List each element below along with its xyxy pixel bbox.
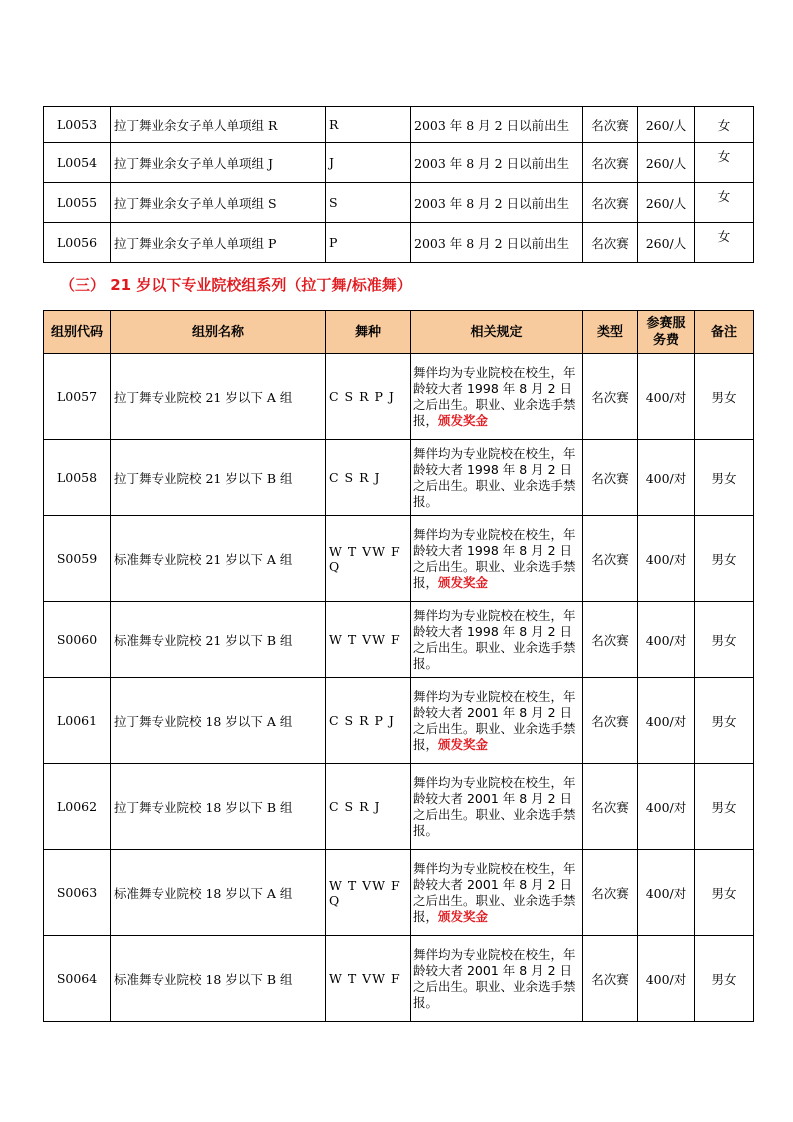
rule-cell [411,602,583,678]
group-table [43,310,754,1022]
note: 女 [695,223,754,263]
rule-cell [411,516,583,602]
group-code: L0056 [44,223,111,263]
fee: 400/对 [638,602,695,678]
fee: 260/人 [638,107,695,143]
dance-type: W T VW F Q [326,516,411,602]
dance-type: S [326,183,411,223]
bonus-label: 颁发奖金 [438,736,489,752]
header-dance: 舞种 [326,311,411,354]
dance-type: C S R J [326,764,411,850]
rule-text: 舞伴均为专业院校在校生，年龄较大者 1998 年 8 月 2 日之后出生。职业、业余选手禁报， [413,364,576,428]
header-type: 类型 [583,311,638,354]
rule-cell [411,850,583,936]
match-type: 名次赛 [583,354,638,440]
fee: 400/对 [638,678,695,764]
fee: 400/对 [638,850,695,936]
dance-type: C S R P J [326,354,411,440]
fee: 400/对 [638,516,695,602]
note: 男女 [695,850,754,936]
dance-type: W T VW F [326,602,411,678]
rule-cell [411,936,583,1022]
note: 女 [695,107,754,143]
continued-table [43,106,754,263]
note: 女 [695,143,754,183]
rule-cell [411,764,583,850]
match-type: 名次赛 [583,440,638,516]
note: 男女 [695,354,754,440]
group-name: 拉丁舞专业院校 21 岁以下 A 组 [111,354,326,440]
dance-type: P [326,223,411,263]
header-rule: 相关规定 [411,311,583,354]
table-row [44,440,754,516]
dance-type: C S R P J [326,678,411,764]
note: 男女 [695,602,754,678]
fee: 400/对 [638,936,695,1022]
match-type: 名次赛 [583,183,638,223]
table-row [44,183,754,223]
table-row [44,678,754,764]
group-name: 标准舞专业院校 18 岁以下 A 组 [111,850,326,936]
group-code: L0057 [44,354,111,440]
rule-text: 舞伴均为专业院校在校生，年龄较大者 1998 年 8 月 2 日之后出生。职业、业余选手禁报， [413,526,576,590]
group-code: L0058 [44,440,111,516]
fee: 260/人 [638,183,695,223]
match-type: 名次赛 [583,936,638,1022]
fee: 400/对 [638,764,695,850]
group-name: 拉丁舞业余女子单人单项组 P [111,223,326,263]
group-code: S0063 [44,850,111,936]
fee: 400/对 [638,354,695,440]
group-name: 拉丁舞专业院校 18 岁以下 A 组 [111,678,326,764]
header-fee-line1: 参赛服 [646,316,686,331]
group-name: 标准舞专业院校 21 岁以下 B 组 [111,602,326,678]
header-note: 备注 [695,311,754,354]
note: 女 [695,183,754,223]
match-type: 名次赛 [583,850,638,936]
rule-text: 舞伴均为专业院校在校生，年龄较大者 2001 年 8 月 2 日之后出生。职业、业余选手禁报。 [413,946,576,1010]
group-code: L0061 [44,678,111,764]
match-type: 名次赛 [583,107,638,143]
dance-type: C S R J [326,440,411,516]
group-code: L0062 [44,764,111,850]
table-row [44,850,754,936]
match-type: 名次赛 [583,678,638,764]
table-row [44,764,754,850]
group-code: S0060 [44,602,111,678]
rule-cell [411,678,583,764]
rule-text: 2003 年 8 月 2 日以前出生 [411,183,583,223]
section-title: （三） 21 岁以下专业院校组系列（拉丁舞/标准舞） [60,276,412,294]
group-name: 标准舞专业院校 21 岁以下 A 组 [111,516,326,602]
fee: 400/对 [638,440,695,516]
match-type: 名次赛 [583,143,638,183]
table-row [44,143,754,183]
fee: 260/人 [638,143,695,183]
dance-type: J [326,143,411,183]
header-code: 组别代码 [44,311,111,354]
note: 男女 [695,440,754,516]
rule-text: 舞伴均为专业院校在校生，年龄较大者 2001 年 8 月 2 日之后出生。职业、业余选手禁报。 [413,774,576,838]
match-type: 名次赛 [583,516,638,602]
rule-cell [411,440,583,516]
group-name: 拉丁舞业余女子单人单项组 J [111,143,326,183]
table-row [44,223,754,263]
rule-text: 舞伴均为专业院校在校生，年龄较大者 1998 年 8 月 2 日之后出生。职业、业余选手禁报。 [413,445,576,509]
rule-cell [411,354,583,440]
group-code: L0054 [44,143,111,183]
fee: 260/人 [638,223,695,263]
dance-type: R [326,107,411,143]
group-name: 拉丁舞业余女子单人单项组 S [111,183,326,223]
rule-text: 2003 年 8 月 2 日以前出生 [411,143,583,183]
dance-type: W T VW F Q [326,850,411,936]
rule-text: 舞伴均为专业院校在校生，年龄较大者 2001 年 8 月 2 日之后出生。职业、业余选手禁报， [413,860,576,924]
header-name: 组别名称 [111,311,326,354]
group-name: 标准舞专业院校 18 岁以下 B 组 [111,936,326,1022]
rule-text: 2003 年 8 月 2 日以前出生 [411,107,583,143]
match-type: 名次赛 [583,602,638,678]
note: 男女 [695,678,754,764]
table-row [44,936,754,1022]
note: 男女 [695,764,754,850]
group-code: L0055 [44,183,111,223]
bonus-label: 颁发奖金 [438,574,489,590]
group-name: 拉丁舞业余女子单人单项组 R [111,107,326,143]
rule-text: 2003 年 8 月 2 日以前出生 [411,223,583,263]
match-type: 名次赛 [583,223,638,263]
bonus-label: 颁发奖金 [438,908,489,924]
note: 男女 [695,516,754,602]
rule-text: 舞伴均为专业院校在校生，年龄较大者 2001 年 8 月 2 日之后出生。职业、业余选手禁报， [413,688,576,752]
group-code: L0053 [44,107,111,143]
group-name: 拉丁舞专业院校 21 岁以下 B 组 [111,440,326,516]
match-type: 名次赛 [583,764,638,850]
header-fee-line2: 务费 [652,333,679,348]
dance-type: W T VW F [326,936,411,1022]
rule-text: 舞伴均为专业院校在校生，年龄较大者 1998 年 8 月 2 日之后出生。职业、业余选手禁报。 [413,607,576,671]
table-row [44,107,754,143]
header-fee [638,311,695,354]
group-code: S0064 [44,936,111,1022]
table-row [44,354,754,440]
table-row [44,602,754,678]
note: 男女 [695,936,754,1022]
table-row [44,516,754,602]
group-code: S0059 [44,516,111,602]
bonus-label: 颁发奖金 [438,412,489,428]
table-header-row [44,311,754,354]
group-name: 拉丁舞专业院校 18 岁以下 B 组 [111,764,326,850]
